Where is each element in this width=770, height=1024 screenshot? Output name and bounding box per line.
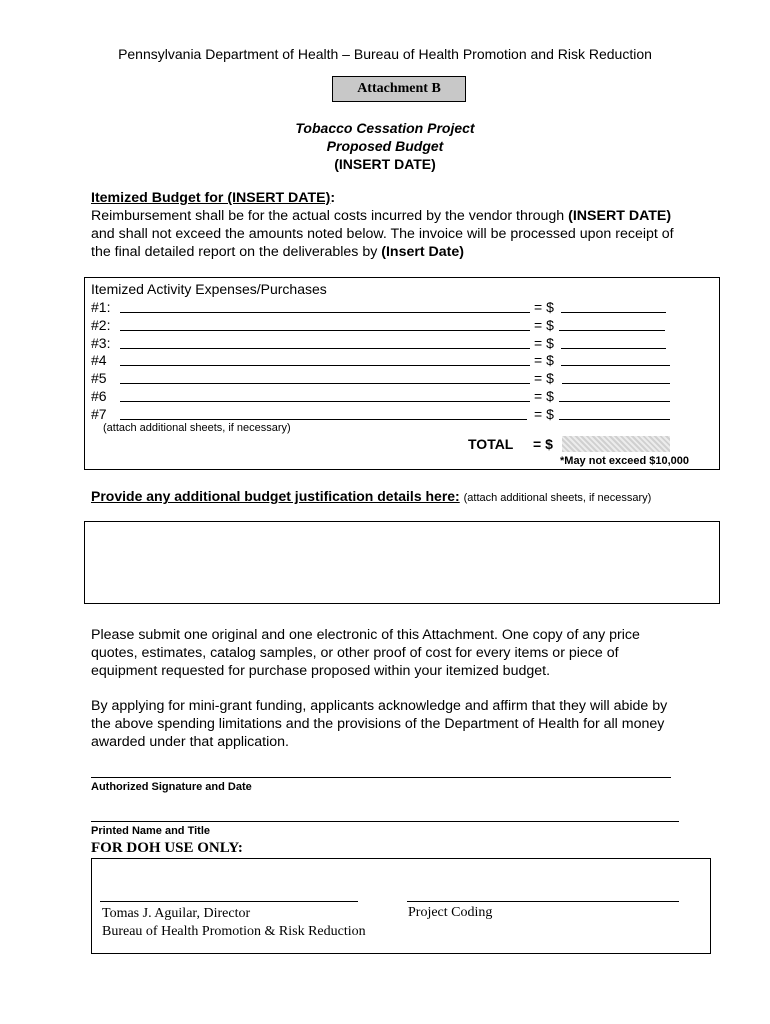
expense-amount-field[interactable] <box>561 348 666 349</box>
total-equals: = $ <box>533 436 553 452</box>
date-title: (INSERT DATE) <box>334 156 436 172</box>
expense-equals: = $ <box>534 405 554 422</box>
attachment-badge: Attachment B <box>332 76 466 102</box>
itemized-text-1: Reimbursement shall be for the actual costs incurred by the vendor through <box>91 208 569 224</box>
expense-equals: = $ <box>534 316 554 333</box>
project-coding-label: Project Coding <box>408 905 493 920</box>
justification-section <box>91 487 711 507</box>
project-coding-line[interactable] <box>407 901 679 902</box>
expense-row-number: #3: <box>91 334 111 351</box>
expense-description-field[interactable] <box>120 312 530 313</box>
printed-name-line[interactable] <box>91 821 679 822</box>
expense-row <box>91 369 691 387</box>
expense-row-number: #4 <box>91 352 107 369</box>
expense-amount-field[interactable] <box>559 330 665 331</box>
expense-amount-field[interactable] <box>559 419 670 420</box>
director-bureau: Bureau of Health Promotion & Risk Reduction <box>102 924 366 939</box>
director-block <box>102 905 366 941</box>
authorized-signature-line[interactable] <box>91 777 671 778</box>
itemized-date-bold: (INSERT DATE) <box>568 208 672 224</box>
affirm-paragraph: By applying for mini-grant funding, applicants acknowledge and affirm that they will abide by the above spending limitations and the provisions of the Department of Health for all money awarded under that application. <box>91 698 668 750</box>
title-block <box>0 119 770 173</box>
expense-equals: = $ <box>534 388 554 404</box>
director-signature-line[interactable] <box>100 901 358 902</box>
expense-row-number: #7 <box>91 405 107 422</box>
itemized-budget-section <box>91 189 691 261</box>
expense-amount-field[interactable] <box>561 312 666 313</box>
total-label: TOTAL <box>468 436 514 452</box>
justification-note: (attach additional sheets, if necessary) <box>463 492 652 504</box>
itemized-insert-date-bold: (Insert Date) <box>381 244 465 260</box>
expense-row-number: #1: <box>91 299 111 315</box>
submit-paragraph: Please submit one original and one electronic of this Attachment. One copy of any price quotes, estimates, catalog samples, or other proof of cost for every items or piece of equipment requested for purchase proposed within your itemized budget. <box>91 627 640 679</box>
expense-amount-field[interactable] <box>562 383 670 384</box>
expense-row <box>91 316 691 334</box>
expense-equals: = $ <box>534 370 554 387</box>
expense-row <box>91 351 691 369</box>
itemized-heading: Itemized Budget for (INSERT DATE) <box>91 190 331 206</box>
expense-row-number: #5 <box>91 370 107 387</box>
expense-description-field[interactable] <box>120 365 530 366</box>
max-note: *May not exceed $10,000 <box>560 455 690 467</box>
director-name: Tomas J. Aguilar, Director <box>102 906 251 921</box>
expense-equals: = $ <box>534 334 554 351</box>
expense-description-field[interactable] <box>120 348 530 349</box>
total-amount-field[interactable] <box>562 436 670 452</box>
attach-note: (attach additional sheets, if necessary) <box>103 422 291 434</box>
expense-amount-field[interactable] <box>561 365 670 366</box>
printed-name-label: Printed Name and Title <box>91 825 210 837</box>
expense-equals: = $ <box>534 299 554 315</box>
expense-row <box>91 298 691 316</box>
budget-title: Proposed Budget <box>326 138 444 154</box>
project-title: Tobacco Cessation Project <box>295 120 475 136</box>
expense-row <box>91 387 691 405</box>
justification-textarea[interactable] <box>84 521 720 604</box>
justification-heading: Provide any additional budget justification details here: <box>91 488 460 504</box>
department-header: Pennsylvania Department of Health – Bureau of Health Promotion and Risk Reduction <box>118 46 652 62</box>
expense-amount-field[interactable] <box>559 401 670 402</box>
expense-equals: = $ <box>534 352 554 369</box>
expenses-title: Itemized Activity Expenses/Purchases <box>91 281 327 297</box>
expense-description-field[interactable] <box>120 383 530 384</box>
expense-description-field[interactable] <box>120 419 527 420</box>
expense-row <box>91 405 691 423</box>
doh-heading: FOR DOH USE ONLY: <box>91 840 243 856</box>
expense-description-field[interactable] <box>120 330 530 331</box>
expense-description-field[interactable] <box>120 401 530 402</box>
expense-row-number: #2: <box>91 316 111 333</box>
itemized-heading-colon: : <box>330 190 336 206</box>
itemized-text-2: and shall not exceed the amounts noted below. The invoice will be processed upon receipt of the final detailed report on the deliverables by <box>91 226 674 260</box>
expense-row-number: #6 <box>91 388 107 404</box>
expense-row <box>91 334 691 352</box>
authorized-signature-label: Authorized Signature and Date <box>91 781 252 793</box>
